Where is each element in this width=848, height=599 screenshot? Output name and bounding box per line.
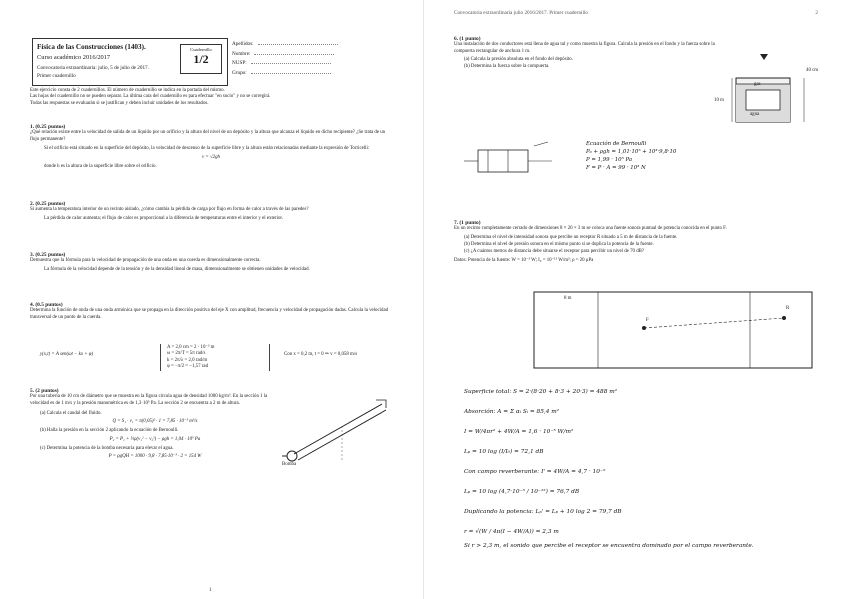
fig-label-height: 10 m bbox=[714, 98, 724, 103]
part-b: (b) Determina el nivel de presión sonora en el mismo punto si se duplica la potencia de la fuente. bbox=[464, 241, 654, 247]
id-field: Apellidos: bbox=[232, 40, 338, 50]
source-icon bbox=[642, 326, 646, 330]
question-prompt: Si aumenta la temperatura interior de un recinto aislado, ¿cómo cambia la pérdida de carga por flujo en forma de calor a través de las paredes? bbox=[30, 207, 309, 213]
question-heading: 2. (0.25 puntos) bbox=[30, 201, 66, 207]
question-2 bbox=[30, 201, 392, 222]
page-number-left: 1 bbox=[209, 587, 212, 593]
answer-text: La pérdida de calor aumenta; el flujo de calor es proporcional a la diferencia de temperaturas entre el interior y el exterior. bbox=[44, 215, 283, 221]
data-line: Datos: Potencia de la fuente: W = 10⁻³ W; I₀ = 10⁻¹² W/m²; ρ = 20 μPa bbox=[454, 258, 594, 264]
part-a: (a) Determina el nivel de intensidad sonora que percibe un receptor R situado a 5 m de distancia de la fuente. bbox=[464, 234, 678, 240]
academic-year: Curso académico 2016/2017 bbox=[37, 54, 111, 61]
running-header: Convocatoria extraordinaria julio 2016/2017. Primer cuadernillo 2 bbox=[454, 10, 818, 16]
answer-text: La fórmula de la velocidad depende de la tensión y de la densidad lineal de masa, dimensionalmente se obtienen unidades de velocidad. bbox=[44, 266, 310, 272]
page-right bbox=[424, 0, 848, 599]
id-field: Grupo: bbox=[232, 69, 338, 79]
pump-icon bbox=[287, 451, 297, 461]
receiver-label: R bbox=[786, 306, 790, 311]
question-heading: 1. (0.25 puntos) bbox=[30, 124, 66, 130]
page-number-right: 2 bbox=[815, 10, 818, 16]
q4-formula-left: y(x,t) = A sen(ωt − kx + φ) bbox=[40, 352, 94, 357]
part-b: (b) Halla la presión en la sección 2 aplicando la ecuación de Bernoulli. bbox=[40, 428, 179, 434]
q4-params: A = 2,0 cm = 2 · 10⁻² m ω = 2π/T = 5π rad/s k = 2π/λ = 2,0 rad/m φ = −π/2 = −1,57 rad bbox=[160, 344, 270, 371]
receiver-icon bbox=[782, 316, 786, 320]
question-3 bbox=[30, 252, 392, 273]
question-heading: 6. (1 punto) bbox=[454, 36, 481, 42]
answer-formula: v = √2gh bbox=[202, 155, 220, 161]
question-prompt: Demuestra que la fórmula para la velocidad de propagación de una onda en una cuerda es dimensionalmente correcta. bbox=[30, 258, 261, 264]
fig-label-gas: gas bbox=[754, 82, 761, 87]
part-a: (a) Calcula la presión absoluta en el fondo del depósito. bbox=[464, 56, 573, 62]
question-heading: 4. (0.5 puntos) bbox=[30, 302, 63, 308]
question-prompt: En un recinto completamente cerrado de dimensiones 8 × 20 × 3 m se coloca una fuente sonora puntual de potencia conocida en el punto F. bbox=[454, 226, 727, 232]
question-7 bbox=[454, 220, 818, 265]
question-5 bbox=[30, 388, 280, 463]
part-c-answer: P = ρgQH = 1000 · 9,8 · 7,85·10⁻³ · 2 = 154 W bbox=[108, 454, 202, 460]
question-prompt: Por una tubería de 10 cm de diámetro que se muestra en la figura circula agua de densidad 1000 kg/m³. En la sección 1 la velocidad es de 1 m/s y la presión manométrica es de 1,3·10⁵ Pa. La sección 2 se encuentra a 2 m de altura. bbox=[30, 394, 268, 406]
question-prompt: Una instalación de dos conductores está llena de agua tal y como muestra la figura. Calcula la presión en el fondo y la fuerza sobre la compuerta rectangular de anchura 1 m. bbox=[454, 42, 715, 54]
q4-formula-right: Con x = 0,2 m, t = 0 ⇒ v = 0,058 m/s bbox=[284, 352, 358, 357]
question-prompt: Determina la función de onda de una onda armónica que se propaga en la dirección positiva del eje X con amplitud, frecuencia y velocidad de propagación dadas. Calcula la velocidad transversal de un punto de la cuerda. bbox=[30, 308, 389, 320]
id-field: NUSP: bbox=[232, 59, 338, 69]
handwritten-q7: Superficie total: S = 2·(8·20 + 8·3 + 20·3) = 488 m² Absorción: A = Σ αᵢ Sᵢ = 85,4 m² I = W/4πr² + 4W/A = 1,6 · 10⁻⁵ W/m² Lₚ = 10 log (I/I₀) = 72,1 dB Con campo reverberante: I' = 4W/A = 4,7 · 10⁻⁵ Lₚ = 10 log (4,7·10⁻⁵ / 10⁻¹²) = 76,7 dB Duplicando la potencia: Lₚ' = Lₚ + 10 log 2 = 79,7 dB r = √(W / 4π(I − 4W/A)) = 2,3 m Si r > 2,3 m, el sonido que percibe el receptor se encuentra dominado por el campo reverberante. bbox=[464, 389, 754, 549]
tank-figure bbox=[724, 54, 820, 128]
course-title: Física de las Construcciones (1403). bbox=[37, 43, 146, 51]
first-booklet: Primer cuadernillo bbox=[37, 73, 76, 79]
fig-label-width: 40 cm bbox=[806, 68, 819, 73]
cuadernillo-box bbox=[180, 44, 222, 74]
part-b: (b) Determina la fuerza sobre la compuerta. bbox=[464, 64, 550, 70]
question-prompt: ¿Qué relación existe entre la velocidad de salida de un líquido por un orificio y la altura del nivel de un depósito y la altura que alcanza el líquido en dicho recipiente? ¿Se trata de un flujo permanente? bbox=[30, 130, 386, 142]
answer-text: Si el orificio está situado en la superficie del depósito, la velocidad de descenso de la superficie libre y la altura están relacionadas mediante la expresión de Torricelli: bbox=[44, 145, 370, 151]
student-id-fields bbox=[232, 40, 338, 78]
part-c: (c) Determina la potencia de la bomba necesaria para elevar el agua. bbox=[40, 446, 174, 452]
question-4 bbox=[30, 302, 392, 321]
question-6 bbox=[454, 36, 716, 70]
part-a-answer: Q = S₁ · v₁ = π(0,05)² · 1 = 7,85 · 10⁻³ m³/s bbox=[112, 419, 198, 425]
instructions: Este ejercicio consta de 2 cuadernillos. El número de cuadernillo se indica en la portada del mismo. Las hojas del cuadernillo no se pueden separar. La última cara del cuadernillo es para efectuar "en sucio" y no se corregirá. Todas las respuestas se evaluarán si se justifican y deben incluir unidades de los resultados. bbox=[30, 88, 271, 106]
part-c: (c) ¿A cuántos metros de distancia debe situarse el receptor para percibir un nivel de 70 dB? bbox=[464, 249, 645, 255]
convocatoria: Convocatoria extraordinaria: julio, 5 de julio de 2017. bbox=[37, 65, 149, 71]
fig-label-water: agua bbox=[750, 112, 760, 117]
handwritten-q6: Ecuación de Bernoulli P₀ + ρgh = 1,01·10⁵ + 10³·9,8·10 P = 1,99 · 10⁵ Pa F = P · A = 99 · 10³ N bbox=[586, 141, 677, 171]
pipe-figure bbox=[282, 396, 392, 466]
question-heading: 3. (0.25 puntos) bbox=[30, 252, 66, 258]
cuadernillo-label: Cuadernillo bbox=[190, 47, 212, 52]
room-figure bbox=[534, 292, 814, 370]
answer-tail: donde h es la altura de la superficie libre sobre el orificio. bbox=[44, 164, 157, 170]
question-heading: 5. (2 puntos) bbox=[30, 388, 59, 394]
question-heading: 7. (1 punto) bbox=[454, 220, 481, 226]
source-label: F bbox=[646, 318, 649, 323]
room-dimension-label: 8 m bbox=[564, 296, 572, 301]
part-a: (a) Calcula el caudal del fluido. bbox=[40, 410, 102, 416]
hand-sketch-q6 bbox=[464, 140, 556, 186]
cuadernillo-number: 1/2 bbox=[193, 52, 209, 66]
part-b-answer: P₂ = P₁ + ½ρ(v₁² − v₂²) − ρgh = 1,04 · 10⁵ Pa bbox=[109, 436, 201, 442]
pump-label: Bomba bbox=[282, 462, 297, 467]
id-field: Nombre: bbox=[232, 50, 338, 60]
question-1 bbox=[30, 124, 392, 171]
